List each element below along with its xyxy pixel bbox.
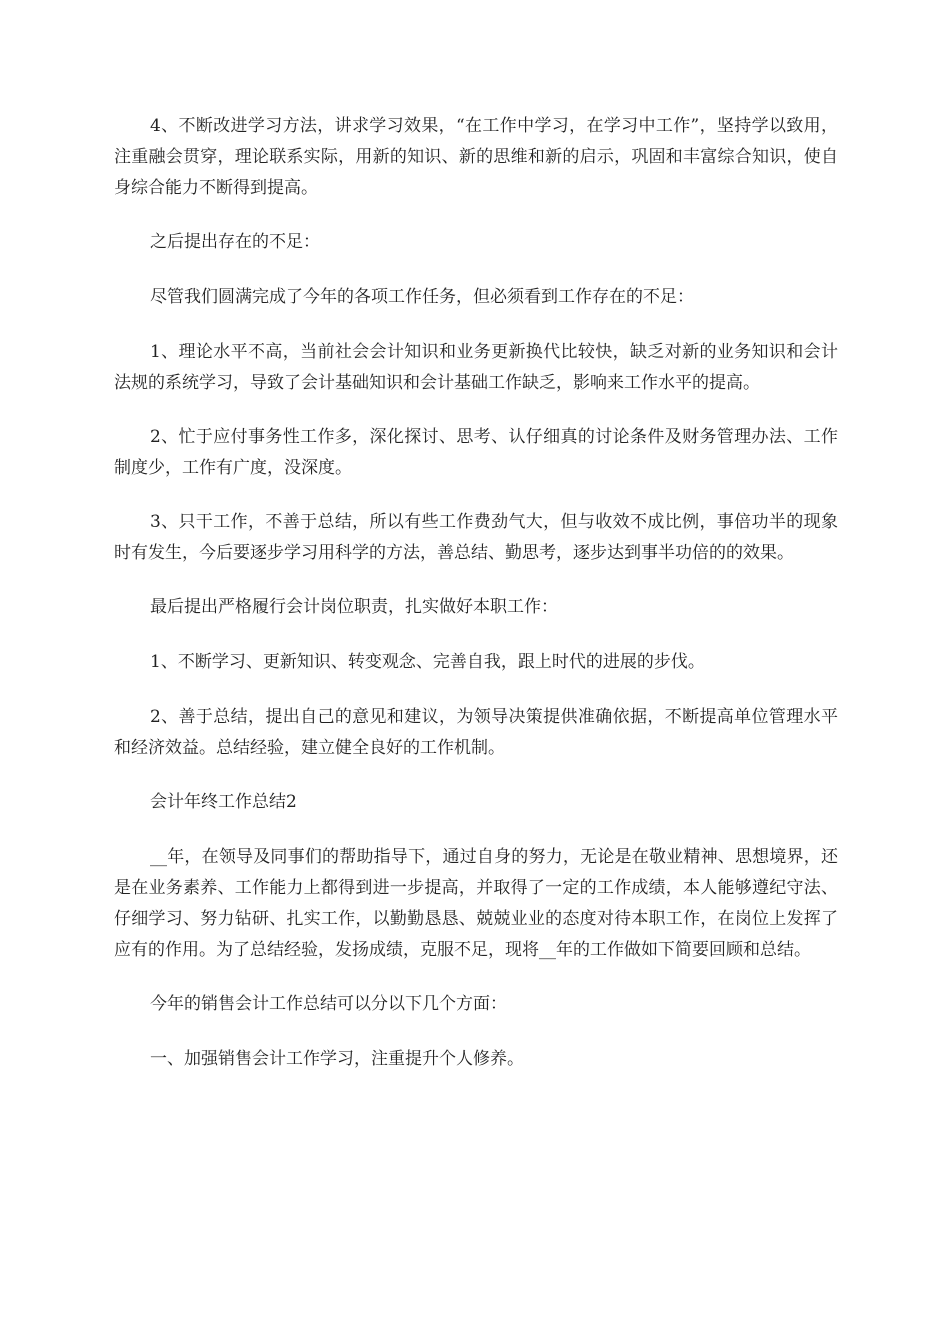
paragraph-shortcoming-2: 2、忙于应付事务性工作多，深化探讨、思考、认仔细真的讨论条件及财务管理办法、工作制度少，工作有广度，没深度。 — [114, 427, 838, 478]
paragraph-aspect-1: 一、加强销售会计工作学习，注重提升个人修养。 — [150, 1049, 524, 1069]
paragraph-shortcoming-1: 1、理论水平不高，当前社会会计知识和业务更新换代比较快，缺乏对新的业务知识和会计法规的系统学习，导致了会计基础知识和会计基础工作缺乏，影响来工作水平的提高。 — [114, 342, 838, 393]
document-page — [114, 111, 838, 1099]
paragraph-year-review: __年，在领导及同事们的帮助指导下，通过自身的努力，无论是在敬业精神、思想境界，还是在业务素养、工作能力上都得到进一步提高，并取得了一定的工作成绩，本人能够遵纪守法、仔细学习、努力钻研、扎实工作，以勤勤恳恳、兢兢业业的态度对待本职工作，在岗位上发挥了应有的作用。为了总结经验，发扬成绩，克服不足，现将__年的工作做如下简要回顾和总结。 — [114, 847, 838, 960]
section-heading-summary-2: 会计年终工作总结2 — [150, 792, 297, 812]
paragraph-duty-2: 2、善于总结，提出自己的意见和建议，为领导决策提供准确依据，不断提高单位管理水平和经济效益。总结经验，建立健全良好的工作机制。 — [114, 707, 838, 758]
paragraph-aspects-intro: 今年的销售会计工作总结可以分以下几个方面： — [150, 994, 507, 1014]
paragraph-shortcomings-lead: 尽管我们圆满完成了今年的各项工作任务，但必须看到工作存在的不足： — [150, 287, 694, 307]
paragraph-shortcomings-intro: 之后提出存在的不足： — [150, 232, 320, 252]
paragraph-duty-1: 1、不断学习、更新知识、转变观念、完善自我，跟上时代的进展的步伐。 — [150, 652, 705, 672]
paragraph-duties-intro: 最后提出严格履行会计岗位职责，扎实做好本职工作： — [150, 597, 558, 617]
paragraph-improve-learning: 4、不断改进学习方法，讲求学习效果，“在工作中学习，在学习中工作”，坚持学以致用，注重融会贯穿，理论联系实际，用新的知识、新的思维和新的启示，巩固和丰富综合知识，使自身综合能力不断得到提高。 — [114, 116, 838, 198]
paragraph-shortcoming-3: 3、只干工作，不善于总结，所以有些工作费劲气大，但与收效不成比例，事倍功半的现象时有发生，今后要逐步学习用科学的方法，善总结、勤思考，逐步达到事半功倍的的效果。 — [114, 512, 838, 563]
